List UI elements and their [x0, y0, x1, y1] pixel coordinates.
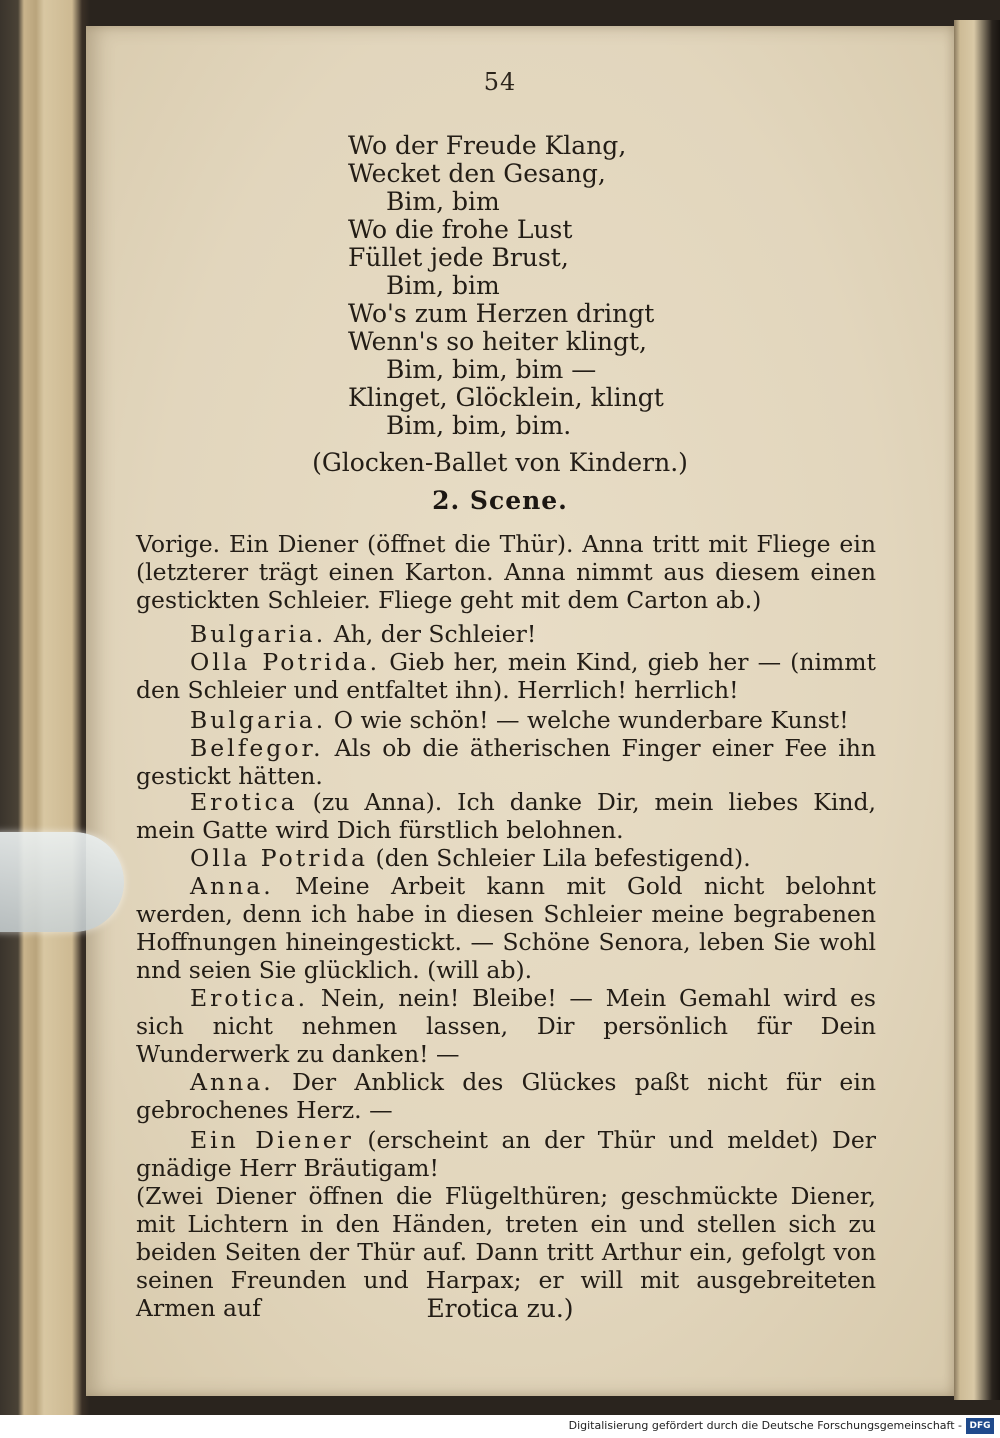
- dialogue-text: (erscheint an der Thür und meldet) Der gnädige Herr Bräutigam!: [136, 1126, 876, 1182]
- dialogue-text: Der Anblick des Glückes paßt nicht für ein gebrochenes Herz. —: [136, 1068, 876, 1124]
- verse-caption: (Glocken-Ballet von Kindern.): [312, 448, 688, 477]
- dialogue-text: (den Schleier Lila befestigend).: [375, 844, 751, 872]
- verse-line: Wo die frohe Lust: [348, 215, 573, 244]
- dialogue-line: [136, 844, 876, 872]
- stage-direction: (Zwei Diener öffnen die Flügelthüren; geschmückte Diener, mit Lichtern in den Händen, treten ein und stellen sich zu beiden Seiten der Thür auf. Dann tritt Arthur ein, gefolgt von seinen Freunden und Harpax; er will mit ausgebreiteten Armen auf: [136, 1182, 876, 1322]
- speaker-name: Anna.: [190, 872, 274, 900]
- stage-direction-end: Erotica zu.): [426, 1294, 574, 1323]
- speaker-name: Ein Diener: [190, 1126, 354, 1154]
- scene-heading: 2. Scene.: [432, 486, 568, 515]
- verse-line: Wo's zum Herzen dringt: [348, 299, 655, 328]
- speaker-name: Bulgaria.: [190, 706, 327, 734]
- dialogue-text: O wie schön! — welche wunderbare Kunst!: [333, 706, 849, 734]
- verse-line: Wenn's so heiter klingt,: [348, 327, 647, 356]
- dialogue-line: [136, 706, 876, 734]
- dialogue-line: [136, 620, 876, 648]
- dialogue-line: [136, 734, 876, 790]
- speaker-name: Belfegor.: [190, 734, 324, 762]
- verse-line: Bim, bim: [386, 187, 500, 216]
- dialogue-line: [136, 984, 876, 1068]
- dialogue-text: Meine Arbeit kann mit Gold nicht belohnt werden, denn ich habe in diesen Schleier meine begrabenen Hoffnungen hineingestickt. — Schöne Senora, leben Sie wohl nnd seien Sie glücklich. (will ab).: [136, 872, 876, 984]
- speaker-name: Olla Potrida: [190, 844, 369, 872]
- dialogue-text: Ah, der Schleier!: [333, 620, 537, 648]
- dialogue-line: [136, 872, 876, 984]
- dfg-logo: DFG: [966, 1418, 994, 1434]
- speaker-name: Erotica: [190, 788, 298, 816]
- speaker-name: Bulgaria.: [190, 620, 327, 648]
- page-number: 54: [483, 68, 517, 96]
- verse-line: Bim, bim, bim —: [386, 355, 597, 384]
- speaker-name: Erotica.: [190, 984, 309, 1012]
- speaker-name: Anna.: [190, 1068, 274, 1096]
- dialogue-line: [136, 1068, 876, 1124]
- dialogue-line: [136, 788, 876, 844]
- dialogue-text: Als ob die ätherischen Finger einer Fee ihn gestickt hätten.: [136, 734, 876, 790]
- dialogue-text: Gieb her, mein Kind, gieb her — (nimmt den Schleier und entfaltet ihn). Herrlich! herrlich!: [136, 648, 876, 704]
- dialogue-line: [136, 648, 876, 704]
- dialogue-text: Nein, nein! Bleibe! — Mein Gemahl wird es sich nicht nehmen lassen, Dir persönlich für Dein Wunderwerk zu danken! —: [136, 984, 876, 1068]
- footer-credit: Digitalisierung gefördert durch die Deutsche Forschungsgemeinschaft -: [568, 1419, 962, 1432]
- stage-direction: Vorige. Ein Diener (öffnet die Thür). Anna tritt mit Fliege ein (letzterer trägt einen Karton. Anna nimmt aus diesem einen gestickten Schleier. Fliege geht mit dem Carton ab.): [136, 530, 876, 614]
- verse-line: Bim, bim: [386, 271, 500, 300]
- dialogue-text: (zu Anna). Ich danke Dir, mein liebes Kind, mein Gatte wird Dich fürstlich belohnen.: [136, 788, 876, 844]
- verse-line: Bim, bim, bim.: [386, 411, 572, 440]
- scanner-thumb-overlay: [0, 832, 124, 932]
- verse-line: Klinget, Glöcklein, klingt: [348, 383, 664, 412]
- verse-line: Wecket den Gesang,: [348, 159, 606, 188]
- footer-bar: [0, 1415, 1000, 1438]
- dialogue-line: [136, 1126, 876, 1182]
- verse-line: Füllet jede Brust,: [348, 243, 569, 272]
- speaker-name: Olla Potrida.: [190, 648, 381, 676]
- next-page-edge: [954, 20, 1000, 1400]
- verse-line: Wo der Freude Klang,: [348, 131, 627, 160]
